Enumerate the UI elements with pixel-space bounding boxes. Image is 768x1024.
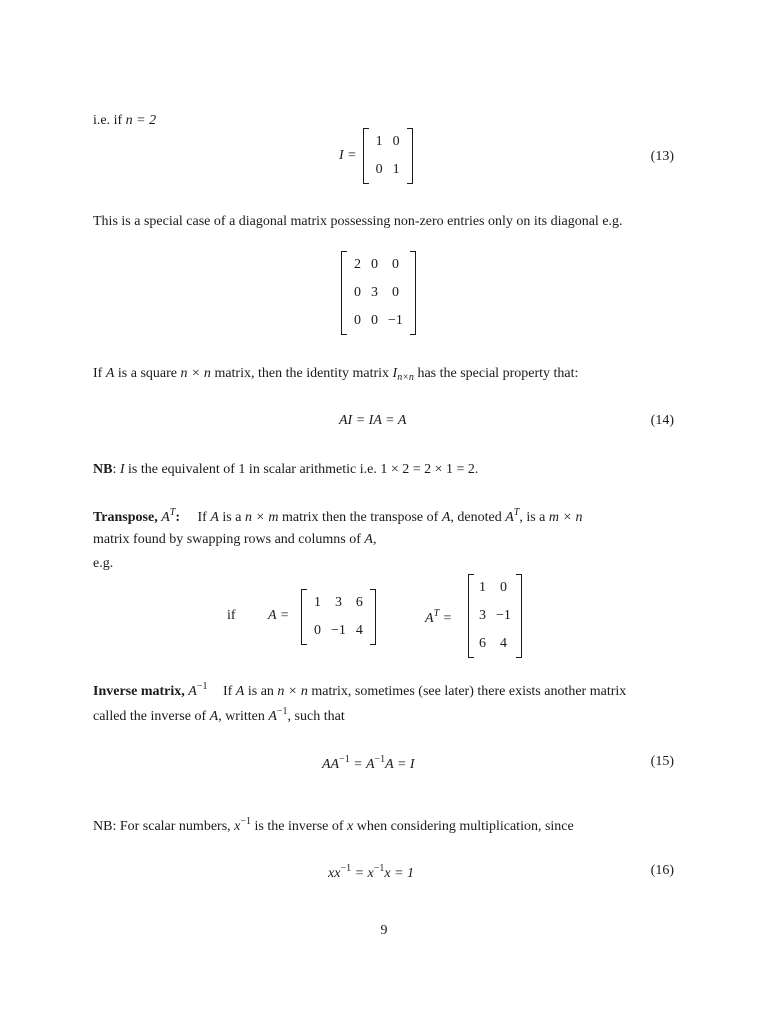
matrix-cell: 0 — [375, 162, 383, 177]
matrix-cell: 1 — [392, 162, 400, 177]
equation-15: $AA^{-1} = A^{-1}A = I$ — [322, 754, 415, 772]
eq-lhs: $A^T$ = — [425, 608, 453, 626]
eq-lhs: I = — [339, 148, 357, 163]
equation-14: AI = IA = A — [339, 413, 407, 428]
diagonal-matrix — [341, 251, 416, 340]
section-heading: Inverse matrix, — [93, 684, 185, 699]
math-inline: n = 2 — [125, 113, 157, 128]
text: if — [227, 608, 236, 623]
note: NB: I is the equivalent of 1 in scalar arithmetic i.e. 1 × 2 = 2 × 1 = 2. — [93, 462, 479, 477]
matrix-cell: 0 — [354, 313, 361, 328]
matrix-AT: 1 0 3 −1 6 4 — [468, 574, 522, 663]
matrix-cell: 0 — [392, 134, 400, 149]
note: NB: For scalar numbers, $x^{-1}$ is the inverse of x when considering multiplication, since — [93, 816, 574, 834]
paragraph: If A is a square n × n matrix, then the identity matrix $I_{n\times n}$ has the special property that: — [93, 366, 579, 383]
matrix-cell: 0 — [371, 313, 378, 328]
matrix-cell: −1 — [388, 313, 403, 328]
transpose-paragraph: Transpose, $A^T$: If A is a n × m matrix then the transpose of A, denoted $A^T$, is a m × n — [93, 507, 583, 525]
matrix-cell: 0 — [371, 257, 378, 272]
matrix-cell: 3 — [371, 285, 378, 300]
inverse-paragraph: Inverse matrix, $A^{-1}$ If A is an n × n matrix, sometimes (see later) there exists another matrix — [93, 681, 627, 699]
paragraph: This is a special case of a diagonal matrix possessing non-zero entries only on its diagonal e.g. — [93, 214, 623, 229]
equation-number: (14) — [650, 413, 674, 428]
text-line: e.g. — [93, 556, 114, 571]
text-line: matrix found by swapping rows and columns of A, — [93, 532, 377, 547]
identity-matrix — [363, 128, 413, 184]
equation-13 — [339, 125, 413, 187]
equation-number: (15) — [650, 754, 674, 769]
equation-number: (13) — [650, 149, 674, 164]
matrix-cell: 0 — [391, 257, 399, 272]
matrix-A: 1 3 6 0 −1 4 — [301, 589, 376, 650]
text-line: called the inverse of A, written $A^{-1}$, such that — [93, 706, 345, 724]
matrix-cell: 2 — [354, 257, 361, 272]
equation-number: (16) — [650, 863, 674, 878]
text-line — [93, 113, 156, 129]
section-heading: Transpose, — [93, 510, 158, 525]
matrix-cell: 0 — [391, 285, 399, 300]
matrix-cell: 1 — [375, 134, 383, 149]
equation-16: $xx^{-1} = x^{-1}x = 1$ — [328, 863, 415, 881]
page-number: 9 — [380, 923, 388, 938]
matrix-cell: 0 — [354, 285, 361, 300]
eq-lhs: A = — [268, 608, 290, 623]
text: i.e. if — [93, 113, 123, 128]
